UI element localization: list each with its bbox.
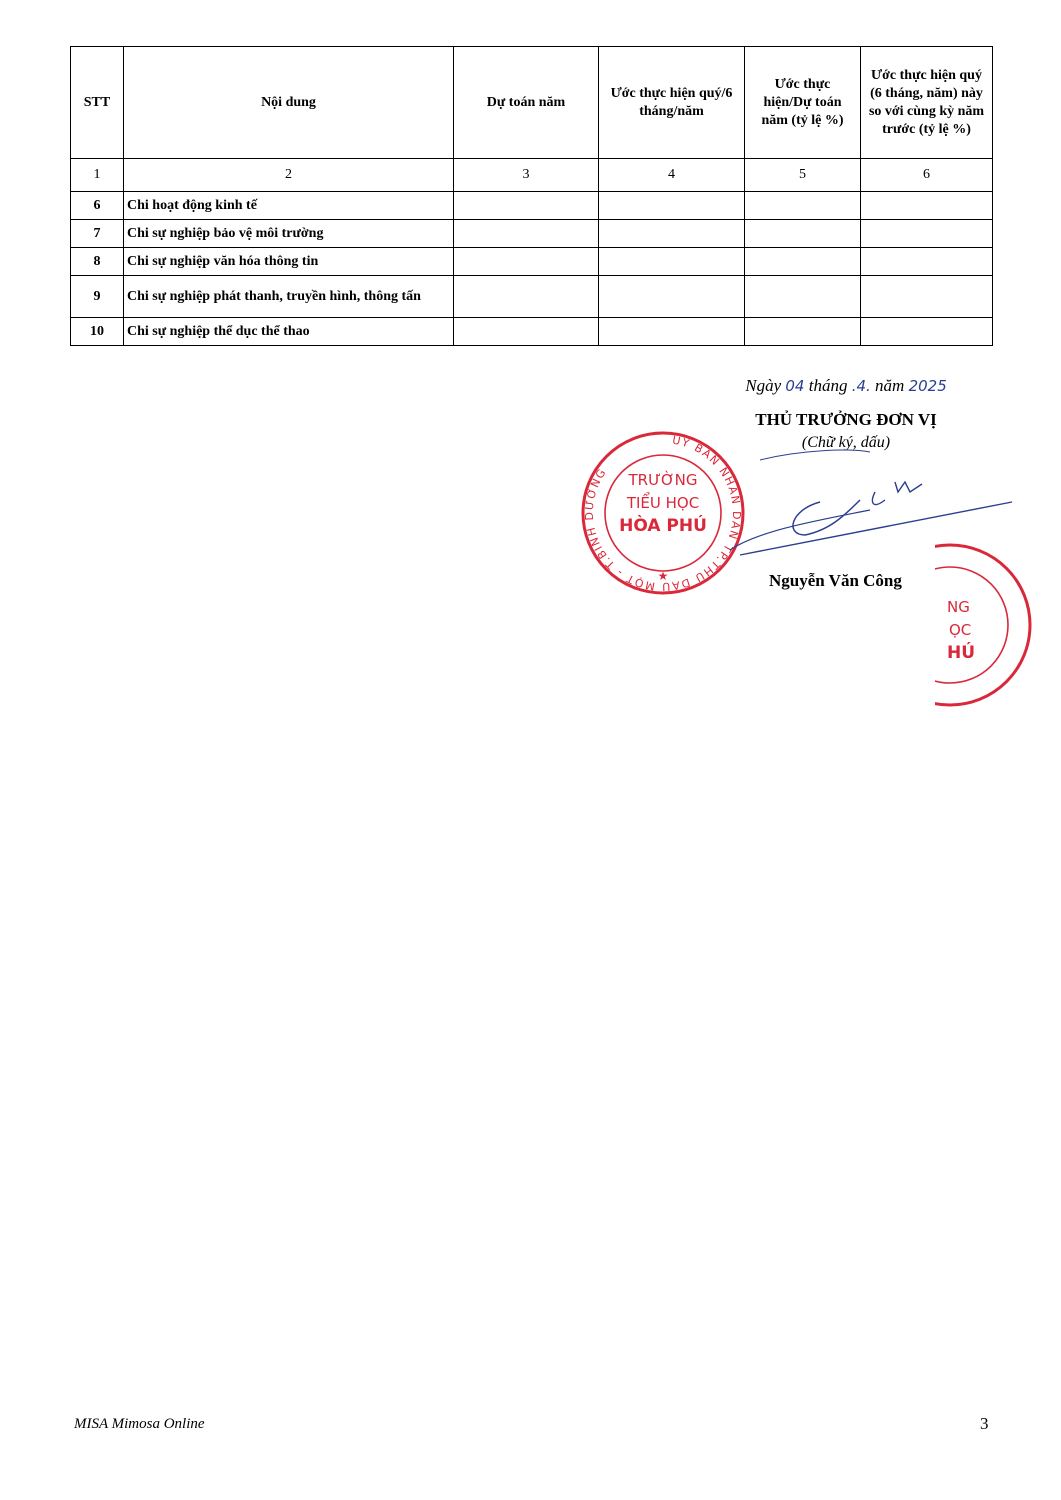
column-index: 2 <box>124 159 454 192</box>
empty-cell <box>745 318 861 346</box>
column-index-row <box>71 159 993 192</box>
empty-cell <box>861 276 993 318</box>
col-header-execution-ratio: Ước thực hiện/Dự toán năm (tỷ lệ %) <box>745 47 861 159</box>
empty-cell <box>599 276 745 318</box>
empty-cell <box>454 248 599 276</box>
empty-cell <box>599 220 745 248</box>
column-index: 5 <box>745 159 861 192</box>
table-row <box>71 276 993 318</box>
table-row <box>71 192 993 220</box>
date-year: 2025 <box>908 377 947 395</box>
empty-cell <box>599 248 745 276</box>
row-content: Chi sự nghiệp phát thanh, truyền hình, thông tấn <box>124 276 454 318</box>
empty-cell <box>861 248 993 276</box>
empty-cell <box>745 220 861 248</box>
col-header-content: Nội dung <box>124 47 454 159</box>
row-stt: 9 <box>71 276 124 318</box>
row-stt: 6 <box>71 192 124 220</box>
empty-cell <box>745 276 861 318</box>
budget-table <box>70 46 993 346</box>
signer-title: THỦ TRƯỞNG ĐƠN VỊ <box>755 410 937 429</box>
svg-text:HÚ: HÚ <box>947 643 976 663</box>
svg-text:★: ★ <box>657 569 669 583</box>
signer-name: Nguyễn Văn Công <box>769 571 902 590</box>
empty-cell <box>861 192 993 220</box>
empty-cell <box>454 276 599 318</box>
table-row <box>71 248 993 276</box>
date-month: .4. <box>851 377 871 395</box>
stamp-line-1: TRƯỜNG <box>628 471 698 489</box>
table-row <box>71 220 993 248</box>
row-content: Chi sự nghiệp bảo vệ môi trường <box>124 220 454 248</box>
row-content: Chi hoạt động kinh tế <box>124 192 454 220</box>
row-stt: 8 <box>71 248 124 276</box>
signature-note: (Chữ ký, dấu) <box>801 434 891 451</box>
row-stt: 10 <box>71 318 124 346</box>
footer-software: MISA Mimosa Online <box>74 1416 205 1432</box>
column-index: 4 <box>599 159 745 192</box>
date-prefix: Ngày <box>745 376 782 395</box>
svg-text:ỦY BAN NHÂN DÂN TP.THỦ DẦU MỘT: ỦY BAN NHÂN DÂN TP.THỦ DẦU MỘT - T.BÌNH DƯƠNG <box>582 433 744 594</box>
page-number: 3 <box>980 1414 989 1433</box>
partial-stamp-icon <box>935 540 1061 710</box>
row-content: Chi sự nghiệp văn hóa thông tin <box>124 248 454 276</box>
empty-cell <box>745 248 861 276</box>
column-index: 1 <box>71 159 124 192</box>
column-index: 6 <box>861 159 993 192</box>
empty-cell <box>745 192 861 220</box>
date-day: 04 <box>785 377 805 395</box>
stamp-line-3: HÒA PHÚ <box>619 516 707 536</box>
date-month-prefix: tháng <box>808 376 848 395</box>
column-index: 3 <box>454 159 599 192</box>
empty-cell <box>454 220 599 248</box>
svg-text:ỌC: ỌC <box>949 621 972 639</box>
empty-cell <box>454 192 599 220</box>
empty-cell <box>599 318 745 346</box>
empty-cell <box>599 192 745 220</box>
empty-cell <box>861 220 993 248</box>
row-content: Chi sự nghiệp thể dục thể thao <box>124 318 454 346</box>
col-header-estimated-execution: Ước thực hiện quý/6 tháng/năm <box>599 47 745 159</box>
svg-text:NG: NG <box>947 598 970 616</box>
col-header-stt: STT <box>71 47 124 159</box>
table-row <box>71 318 993 346</box>
empty-cell <box>861 318 993 346</box>
stamp-line-2: TIỂU HỌC <box>626 494 700 512</box>
date-line <box>700 376 992 396</box>
header-row <box>71 47 993 159</box>
col-header-yoy-ratio: Ước thực hiện quý (6 tháng, năm) này so với cùng kỳ năm trước (tỷ lệ %) <box>861 47 993 159</box>
date-year-prefix: năm <box>875 376 905 395</box>
empty-cell <box>454 318 599 346</box>
row-stt: 7 <box>71 220 124 248</box>
col-header-annual-estimate: Dự toán năm <box>454 47 599 159</box>
